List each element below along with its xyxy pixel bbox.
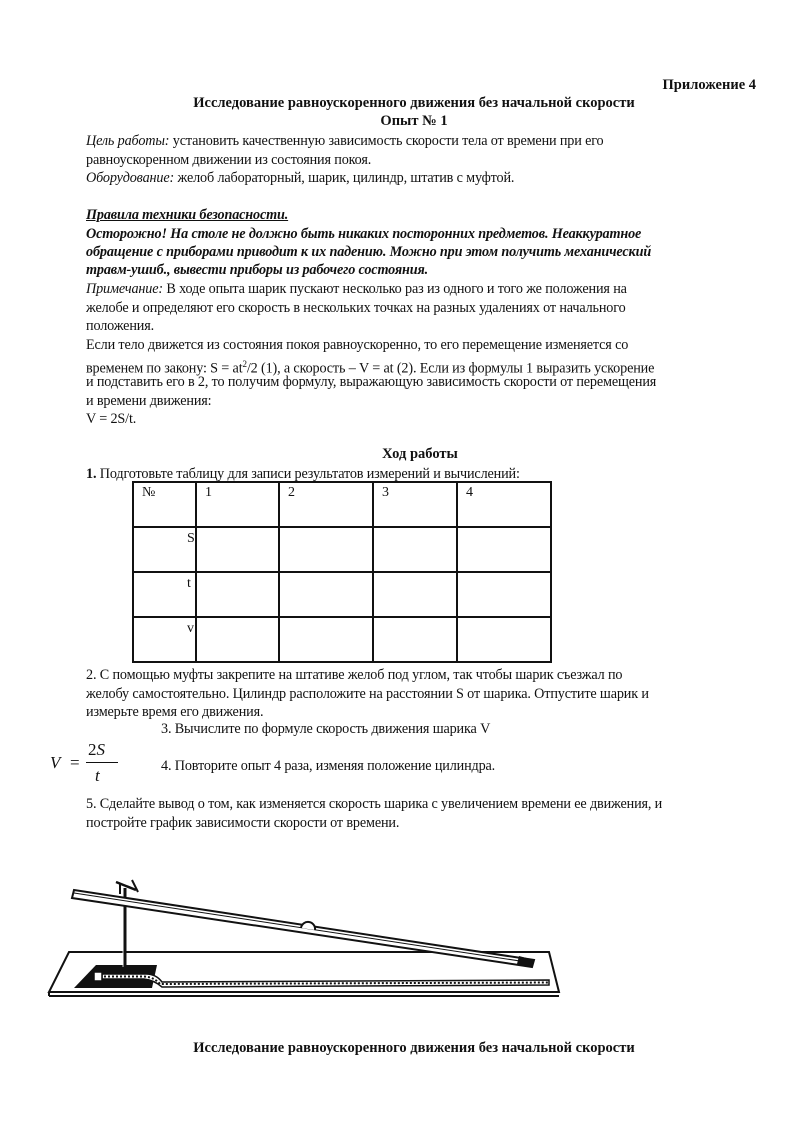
step-5-line-2: постройте график зависимости скорости от времени. (86, 815, 400, 831)
table-row-t (133, 572, 551, 617)
clamp-screw (116, 880, 138, 894)
equipment-line (86, 169, 514, 187)
procedure-heading: Ход работы (382, 446, 458, 462)
equipment-text: желоб лабораторный, шарик, цилиндр, штатив с муфтой. (174, 170, 515, 186)
footer-caption: Исследование равноускоренного движения без начальной скорости (193, 1040, 635, 1056)
note-line-2: желобе и определяют его скорость в нескольких точках на разных удалениях от начального (86, 300, 626, 316)
theory-formula-line: V = 2S/t. (86, 411, 137, 427)
formula-lhs: V (50, 753, 61, 772)
formula-denominator: t (95, 766, 100, 785)
table-header-row (133, 482, 551, 527)
goal-line-2: равноускоренном движении из состояния покоя. (86, 152, 372, 168)
theory-line-4: и времени движения: (86, 393, 212, 409)
table-cell (457, 617, 551, 662)
table-row-v (133, 617, 551, 662)
step-3: 3. Вычислите по формуле скорость движения шарика V (161, 721, 491, 737)
exponent: 2 (242, 359, 247, 369)
theory-line-2a: временем по закону: S = at (86, 360, 243, 377)
table-cell (279, 617, 373, 662)
theory-line-3: и подставить его в 2, то получим формулу, выражающую зависимость скорости от перемещения (86, 374, 657, 390)
fraction-bar (86, 762, 118, 763)
safety-heading: Правила техники безопасности. (86, 207, 289, 223)
table-cell (279, 527, 373, 572)
document-title: Исследование равноускоренного движения без начальной скорости (193, 95, 635, 111)
goal-text-1: установить качественную зависимость скорости тела от времени при его (169, 133, 604, 149)
safety-line-2: обращение с приборами приводит к их падению. Можно при этом получить механический (86, 244, 652, 260)
row-label-cell: v (133, 617, 196, 662)
note-line-1 (86, 280, 627, 298)
table-header-cell: 1 (196, 482, 279, 527)
results-table (132, 481, 552, 663)
table-cell (457, 572, 551, 617)
theory-line-1: Если тело движется из состояния покоя равноускоренно, то его перемещение изменяется со (86, 337, 629, 353)
table-row-s (133, 527, 551, 572)
step-5-line-1: 5. Сделайте вывод о том, как изменяется скорость шарика с увеличением времени ее движения, и (86, 796, 663, 812)
table-cell (196, 527, 279, 572)
row-label-cell: S (133, 527, 196, 572)
table-header-cell: 2 (279, 482, 373, 527)
step-1-number: 1. (86, 466, 97, 482)
note-label: Примечание: (86, 281, 163, 297)
table-cell (196, 572, 279, 617)
safety-line-3: травм-ушиб., вывести приборы из рабочего состояния. (86, 262, 429, 278)
goal-label: Цель работы: (86, 133, 170, 149)
formula-numerator: 2S (88, 740, 105, 759)
table-cell (373, 572, 457, 617)
table-cell (279, 572, 373, 617)
table-cell (373, 617, 457, 662)
goal-line-1 (86, 132, 604, 150)
formula-equals: = (70, 753, 80, 772)
table-cell (457, 527, 551, 572)
equipment-label: Оборудование: (86, 170, 175, 186)
table-cell (373, 527, 457, 572)
table-header-cell: 4 (457, 482, 551, 527)
row-label-cell: t (133, 572, 196, 617)
theory-line-2b: /2 (1), а скорость – V = at (2). Если из формулы 1 выразить ускорение (246, 360, 655, 377)
table-header-cell: № (133, 482, 196, 527)
step-1-text: Подготовьте таблицу для записи результатов измерений и вычислений: (96, 466, 520, 482)
step-4: 4. Повторите опыт 4 раза, изменяя положение цилиндра. (161, 758, 496, 774)
inclined-chute-illustration (44, 870, 564, 1005)
step-2-line-3: измерьте время его движения. (86, 704, 264, 720)
step-2-line-2: желобу самостоятельно. Цилиндр расположите на расстоянии S от шарика. Отпустите шарик и (86, 686, 649, 702)
note-line-3: положения. (86, 318, 154, 334)
experiment-number: Опыт № 1 (380, 113, 448, 129)
step-2-line-1: 2. С помощью муфты закрепите на штативе желоб под углом, так чтобы шарик съезжал по (86, 667, 623, 683)
safety-line-1: Осторожно! На столе не должно быть никаких посторонних предметов. Неаккуратное (86, 226, 642, 242)
note-text-1: В ходе опыта шарик пускают несколько раз из одного и того же положения на (162, 281, 627, 297)
table-cell (196, 617, 279, 662)
appendix-label: Приложение 4 (662, 77, 756, 93)
table-header-cell: 3 (373, 482, 457, 527)
